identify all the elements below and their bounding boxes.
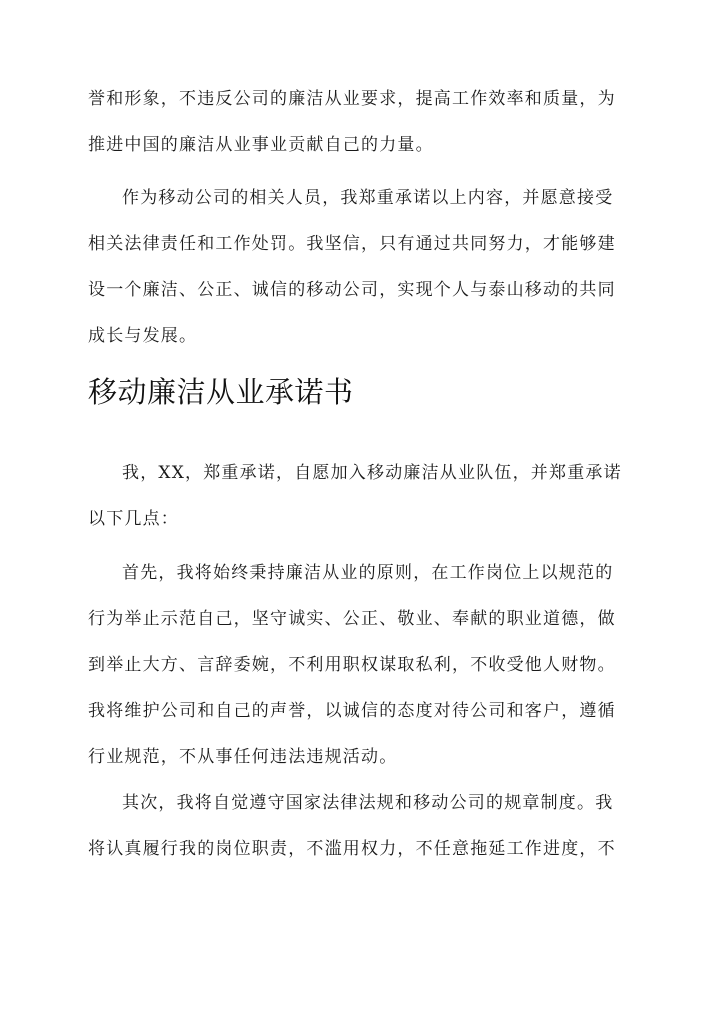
paragraph-first: [88, 550, 634, 780]
text-line: 其次，我将自觉遵守国家法律法规和移动公司的规章制度。我: [122, 793, 614, 813]
section-title: 移动廉洁从业承诺书: [88, 375, 354, 409]
text-line: 到举止大方、言辞委婉，不利用职权谋取私利，不收受他人财物。: [88, 655, 616, 675]
paragraph-intro: [88, 450, 634, 542]
text-line: 推进中国的廉洁从业事业贡献自己的力量。: [88, 135, 434, 155]
text-line: 行业规范，不从事任何违法违规活动。: [88, 747, 398, 767]
paragraph-closing: [88, 175, 634, 359]
text-line: 相关法律责任和工作处罚。我坚信，只有通过共同努力，才能够建: [88, 234, 616, 254]
text-line: 将认真履行我的岗位职责，不滥用权力，不任意拖延工作进度，不: [88, 839, 616, 859]
text-line: 作为移动公司的相关人员，我郑重承诺以上内容，并愿意接受: [122, 188, 614, 208]
paragraph-continuation: [88, 76, 634, 168]
text-line: 设一个廉洁、公正、诚信的移动公司，实现个人与泰山移动的共同: [88, 280, 616, 300]
text-line: 首先，我将始终秉持廉洁从业的原则，在工作岗位上以规范的: [122, 563, 614, 583]
text-line: 成长与发展。: [88, 326, 198, 346]
text-line: 我，XX，郑重承诺，自愿加入移动廉洁从业队伍，并郑重承诺: [122, 463, 622, 483]
text-line: 誉和形象，不违反公司的廉洁从业要求，提高工作效率和质量，为: [88, 89, 616, 109]
paragraph-second: [88, 780, 634, 872]
text-line: 我将维护公司和自己的声誉，以诚信的态度对待公司和客户，遵循: [88, 701, 616, 721]
text-line: 行为举止示范自己，坚守诚实、公正、敬业、奉献的职业道德，做: [88, 609, 616, 629]
text-line: 以下几点：: [88, 509, 179, 529]
